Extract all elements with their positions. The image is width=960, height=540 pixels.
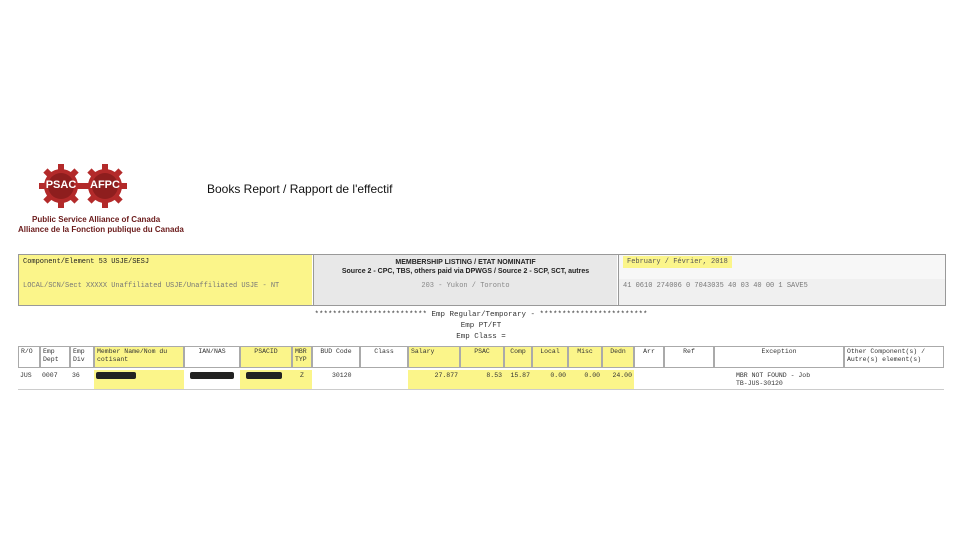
col-header-psacid: PSACID xyxy=(240,346,292,368)
col-header-emp-dept: Emp Dept xyxy=(40,346,70,368)
cell-other-components xyxy=(844,370,944,390)
cell-dedn: 24.00 xyxy=(602,370,634,390)
cell-member-name xyxy=(94,370,184,390)
report-title: Books Report / Rapport de l'effectif xyxy=(207,182,393,196)
col-header-salary: Salary xyxy=(408,346,460,368)
col-header-ro: R/O xyxy=(18,346,40,368)
logo-psac-text: PSAC xyxy=(45,179,77,191)
col-header-dedn: Dedn xyxy=(602,346,634,368)
logo-english-name: Public Service Alliance of Canada xyxy=(32,215,161,224)
col-header-local: Local xyxy=(532,346,568,368)
emp-class-heading: Emp Class = xyxy=(456,333,506,341)
cell-local: 0.00 xyxy=(532,370,568,390)
emp-regular-temporary-heading: ************************* Emp Regular/Temporary - ************************ xyxy=(314,311,648,319)
col-header-class: Class xyxy=(360,346,408,368)
divider xyxy=(313,255,314,305)
psac-afpc-logo xyxy=(18,163,184,235)
cell-ref xyxy=(664,370,714,390)
redacted-member-name xyxy=(96,372,136,379)
logo-french-name: Alliance de la Fonction publique du Canada xyxy=(18,225,184,234)
col-header-bud-code: BUD Code xyxy=(312,346,360,368)
col-header-other-components: Other Component(s) / Autre(s) element(s) xyxy=(844,346,944,368)
cell-misc: 0.00 xyxy=(568,370,602,390)
cell-class xyxy=(360,370,408,390)
redacted-psacid xyxy=(246,372,282,379)
col-header-arr: Arr xyxy=(634,346,664,368)
row-divider xyxy=(18,389,944,390)
cell-psacid xyxy=(240,370,292,390)
cell-arr xyxy=(634,370,664,390)
col-header-misc: Misc xyxy=(568,346,602,368)
col-header-member-name: Member Name/Nom du cotisant xyxy=(94,346,184,368)
component-element: Component/Element 53 USJE/SESJ xyxy=(19,255,312,279)
cell-salary: 27.877 xyxy=(408,370,460,390)
local-section: LOCAL/SCN/Sect XXXXX Unaffiliated USJE/Unaffiliated USJE - NT xyxy=(19,279,312,305)
listing-source: Source 2 - CPC, TBS, others paid via DPWGS / Source 2 - SCP, SCT, autres xyxy=(341,268,590,275)
cell-emp-dept: 0007 xyxy=(42,372,58,379)
col-header-comp: Comp xyxy=(504,346,532,368)
listing-title: MEMBERSHIP LISTING / ETAT NOMINATIF xyxy=(395,259,536,266)
exception-line-2: TB-JUS-30120 xyxy=(736,380,783,387)
logo-afpc-text: AFPC xyxy=(90,179,120,191)
redacted-ssn xyxy=(190,372,234,379)
report-header-box xyxy=(18,254,946,306)
divider xyxy=(618,255,619,305)
listing-title-block xyxy=(314,255,617,279)
col-header-exception: Exception xyxy=(714,346,844,368)
col-header-ref: Ref xyxy=(664,346,714,368)
cell-bud-code: 30120 xyxy=(332,372,352,379)
report-date-cell xyxy=(619,255,945,279)
exception-line-1: MBR NOT FOUND - Job xyxy=(736,372,811,379)
report-date: February / Février, 2018 xyxy=(623,256,732,268)
cell-comp: 15.87 xyxy=(504,370,532,390)
cell-emp-div: 36 xyxy=(72,372,80,379)
listing-location: 203 - Yukon / Toronto xyxy=(314,279,617,305)
cell-psac: 8.53 xyxy=(460,370,504,390)
col-header-emp-div: Emp Div xyxy=(70,346,94,368)
cell-ro: JUS xyxy=(20,372,32,379)
emp-pt-ft-heading: Emp PT/FT xyxy=(460,322,502,330)
cell-mbr-typ: Z xyxy=(292,370,312,390)
col-header-mbr-typ: MBR TYP xyxy=(292,346,312,368)
col-header-psac: PSAC xyxy=(460,346,504,368)
cell-ssn xyxy=(184,370,240,390)
reference-code: 41 0610 274006 0 7043035 40 03 40 00 1 SAVE5 xyxy=(619,279,945,305)
col-header-ssn: IAN/NAS xyxy=(184,346,240,368)
